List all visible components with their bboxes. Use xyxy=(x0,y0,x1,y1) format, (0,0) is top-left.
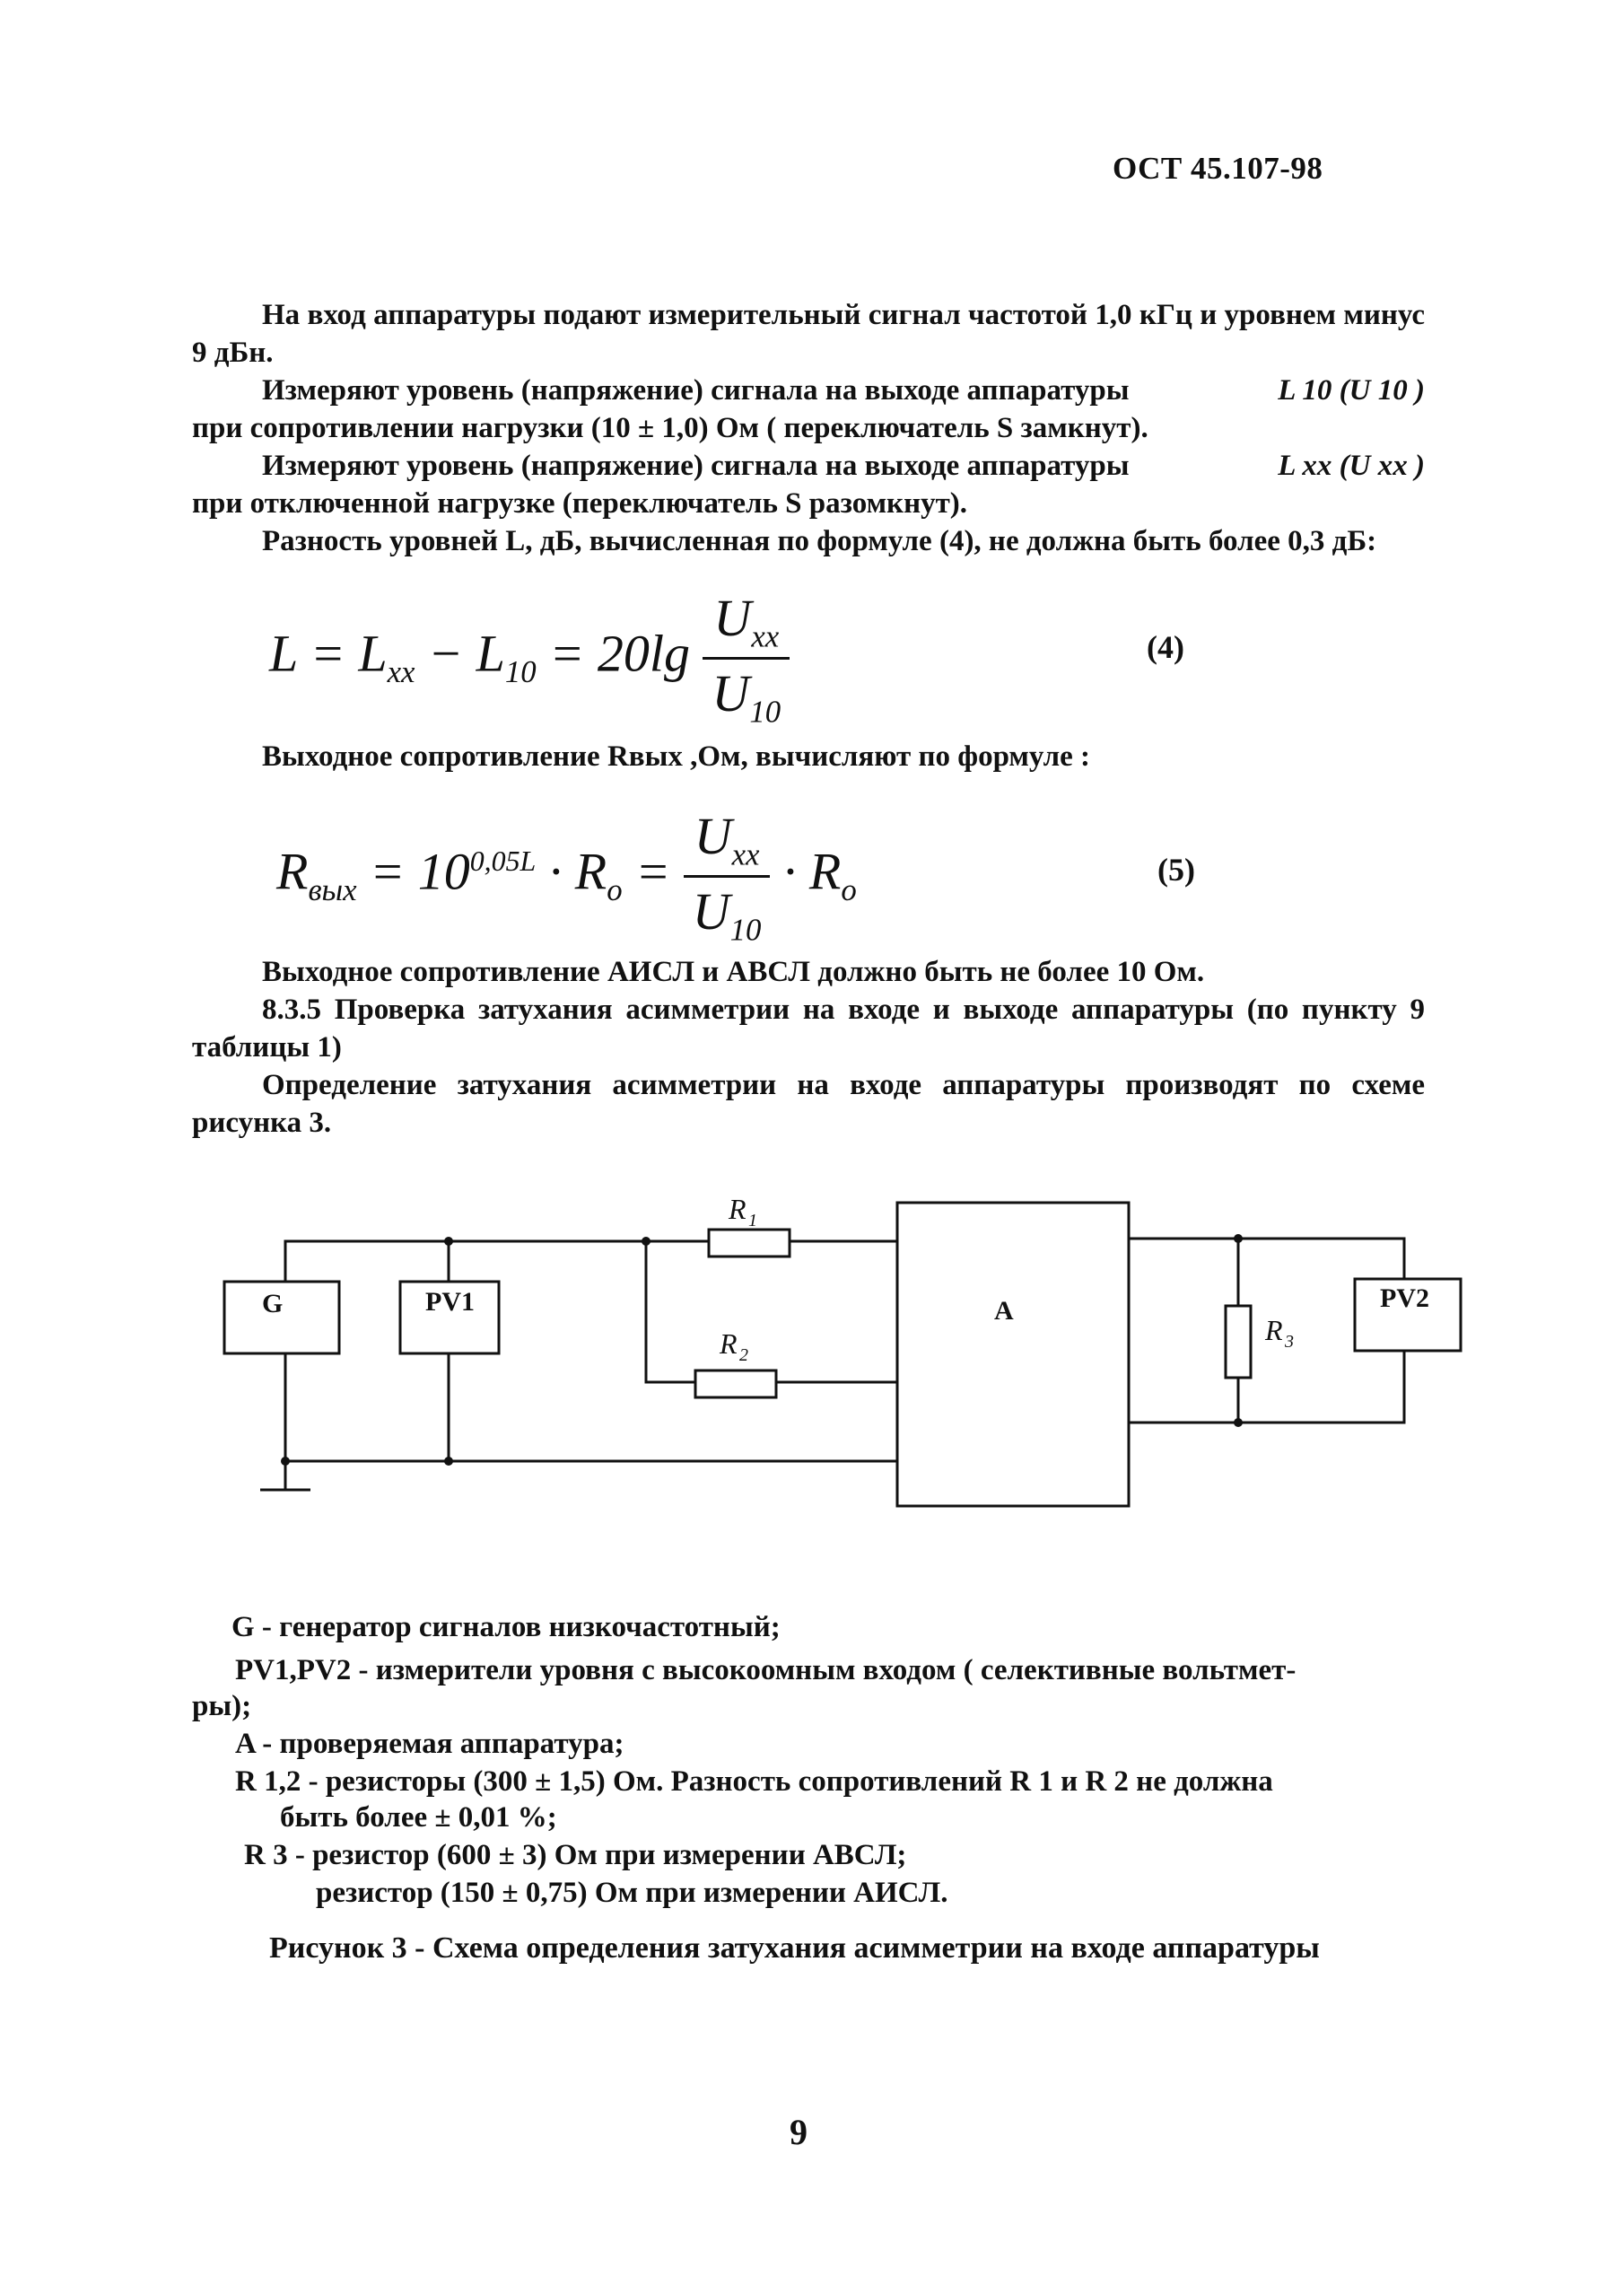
node-r3-top xyxy=(1234,1234,1243,1243)
formula-4-lhs-sub: хх xyxy=(387,654,415,689)
legend-pv: PV1,PV2 - измерители уровня с высокоомным входом ( селективные вольтмет- xyxy=(235,1654,1297,1686)
resistor-r3 xyxy=(1226,1306,1251,1378)
formula-4-denominator-sub: 10 xyxy=(749,694,781,730)
wire-right-bottom xyxy=(1129,1351,1404,1423)
paragraph-input-signal: На вход аппаратуры подают измерительный сигнал частотой 1,0 кГц и уровнем минус 9 дБн. xyxy=(192,299,1425,369)
formula-5-equals: = xyxy=(622,842,684,901)
wire-left-vertical xyxy=(646,1241,695,1382)
legend-a: A - проверяемая аппаратура; xyxy=(235,1728,624,1760)
wire-g-pv1-top xyxy=(285,1241,449,1282)
label-r3-sub: 3 xyxy=(1285,1332,1294,1352)
label-pv1: PV1 xyxy=(425,1287,475,1317)
label-r3: R xyxy=(1265,1314,1283,1346)
paragraph-level-difference: Разность уровней L, дБ, вычисленная по формуле (4), не должна быть более 0,3 дБ: xyxy=(262,525,1377,557)
legend-g: G - генератор сигналов низкочастотный; xyxy=(231,1611,781,1643)
label-a: A xyxy=(994,1296,1014,1326)
paragraph-output-resistance: Выходное сопротивление Rвых ,Ом, вычисляют по формуле : xyxy=(262,740,1090,773)
document-code: ОСТ 45.107-98 xyxy=(1113,151,1323,186)
formula-4-denominator: U xyxy=(712,663,750,722)
formula-5-tail-sub: o xyxy=(841,872,857,907)
formula-5-denominator: U xyxy=(692,881,730,941)
resistor-r2 xyxy=(695,1370,776,1397)
page-number: 9 xyxy=(790,2112,808,2152)
paragraph-measure-unloaded-cont: при отключенной нагрузке (переключатель S разомкнут). xyxy=(192,487,968,520)
paragraph-measure-loaded-cont: при сопротивлении нагрузки (10 ± 1,0) Ом ( переключатель S замкнут). xyxy=(192,412,1148,444)
node-top-r xyxy=(642,1237,650,1246)
symbol-l10: L 10 (U 10 ) xyxy=(1278,374,1425,407)
paragraph-scheme-reference: Определение затухания асимметрии на входе аппаратуры производят по схеме рисунка 3. xyxy=(192,1069,1425,1139)
label-r1-sub: 1 xyxy=(748,1211,757,1230)
label-r2: R xyxy=(720,1327,738,1360)
symbol-lxx: L xx (U xx ) xyxy=(1278,450,1425,482)
node-bottom-pv1 xyxy=(444,1457,453,1466)
formula-4-lhs: L = L xyxy=(269,624,388,683)
formula-5-tail: · R xyxy=(770,842,842,901)
label-g: G xyxy=(262,1289,284,1318)
label-r2-sub: 2 xyxy=(739,1345,748,1365)
formula-5-ro: · R xyxy=(536,842,607,901)
legend-r12: R 1,2 - резисторы (300 ± 1,5) Ом. Разность сопротивлений R 1 и R 2 не должна xyxy=(235,1765,1273,1798)
legend-r12-cont: быть более ± 0,01 %; xyxy=(280,1801,557,1834)
paragraph-output-resistance-limit: Выходное сопротивление АИСЛ и АВСЛ должно быть не более 10 Ом. xyxy=(262,956,1205,988)
formula-5-ro-sub: o xyxy=(607,872,623,907)
paragraph-measure-loaded-text: Измеряют уровень (напряжение) сигнала на выходе аппаратуры xyxy=(262,374,1130,407)
formula-4-number: (4) xyxy=(1147,629,1184,665)
formula-4-log: = 20lg xyxy=(536,624,690,683)
resistor-r1 xyxy=(709,1230,790,1256)
formula-5-numerator-sub: хх xyxy=(731,836,760,872)
formula-5-number: (5) xyxy=(1157,852,1195,888)
wire-bottom xyxy=(285,1353,897,1461)
formula-4-numerator: U xyxy=(713,589,752,647)
box-apparatus xyxy=(897,1203,1129,1506)
formula-5-numerator: U xyxy=(694,807,732,865)
formula-5-exponent: 0,05L xyxy=(469,845,537,878)
formula-4-minus: − L xyxy=(415,624,505,683)
formula-4-minus-sub: 10 xyxy=(504,654,537,689)
wire-right-top xyxy=(1129,1239,1404,1279)
formula-5-power: = 10 xyxy=(356,842,470,901)
figure-caption: Рисунок 3 - Схема определения затухания асимметрии на входе аппаратуры xyxy=(269,1931,1320,1965)
formula-4-numerator-sub: xx xyxy=(751,618,780,654)
legend-r3: R 3 - резистор (600 ± 3) Ом при измерении АВСЛ; xyxy=(244,1839,907,1871)
formula-5-denominator-sub: 10 xyxy=(729,912,762,948)
formula-5-r: R xyxy=(276,842,309,901)
label-r1: R xyxy=(729,1193,747,1225)
label-pv2: PV2 xyxy=(1380,1283,1429,1313)
node-top-pv1 xyxy=(444,1237,453,1246)
paragraph-measure-unloaded-text: Измеряют уровень (напряжение) сигнала на выходе аппаратуры xyxy=(262,450,1130,482)
legend-pv-cont: ры); xyxy=(192,1690,252,1722)
paragraph-section-8-3-5: 8.3.5 Проверка затухания асимметрии на входе и выходе аппаратуры (по пункту 9 таблицы 1) xyxy=(192,994,1425,1064)
node-bottom-g xyxy=(281,1457,290,1466)
formula-5-r-sub: вых xyxy=(308,872,357,907)
node-r3-bottom xyxy=(1234,1418,1243,1427)
legend-r3-cont: резистор (150 ± 0,75) Ом при измерении АИСЛ. xyxy=(316,1877,948,1909)
